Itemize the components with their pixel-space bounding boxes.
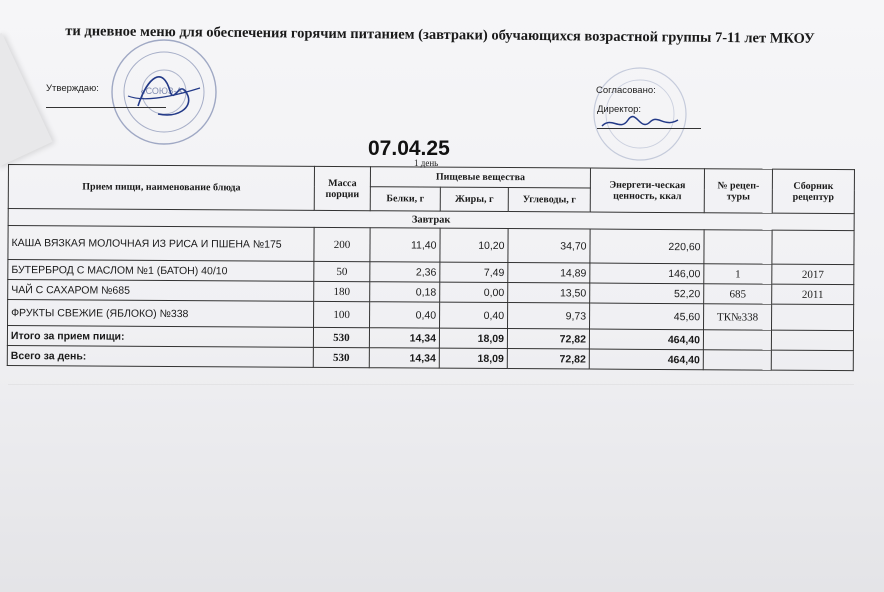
day-label: 1 день: [414, 158, 439, 168]
dish-mass: 50: [314, 261, 370, 281]
dish-proteins: 0,18: [370, 282, 440, 302]
dish-name: ФРУКТЫ СВЕЖИЕ (ЯБЛОКО) №338: [8, 300, 314, 328]
dish-energy: 45,60: [590, 303, 704, 330]
menu-table: [7, 164, 855, 371]
meal-total-fats: 18,09: [439, 328, 507, 348]
dish-recipe: ТК№338: [704, 304, 772, 330]
meal-total-energy: 464,40: [589, 329, 703, 350]
dish-name: КАША ВЯЗКАЯ МОЛОЧНАЯ ИЗ РИСА И ПШЕНА №175: [8, 226, 314, 262]
paper-fold: [0, 33, 53, 167]
header-nutrients: Пищевые вещества: [370, 167, 590, 188]
dish-collection: 2011: [772, 284, 854, 305]
header-collection: Сборник рецептур: [772, 169, 854, 214]
dish-fats: 10,20: [440, 228, 508, 262]
dish-proteins: 11,40: [370, 228, 440, 262]
bleed-through-shadow: [8, 384, 854, 399]
dish-fats: 7,49: [440, 262, 508, 282]
dish-carbs: 13,50: [508, 283, 590, 304]
table-header-row: [8, 165, 854, 190]
dish-collection: [772, 230, 854, 265]
dish-fats: 0,40: [440, 302, 508, 328]
header-energy: Энергети-ческая ценность, ккал: [590, 168, 704, 213]
dish-energy: 146,00: [590, 263, 704, 284]
dish-proteins: 2,36: [370, 262, 440, 282]
approve-label: Утверждаю:: [46, 83, 99, 94]
meal-total-mass: 530: [313, 327, 369, 347]
header-mass: Масса порции: [314, 166, 370, 210]
dish-carbs: 14,89: [508, 263, 590, 284]
meal-total-collection: [771, 330, 853, 351]
dish-fats: 0,00: [440, 282, 508, 302]
dish-energy: 220,60: [590, 229, 704, 264]
meal-total-label: Итого за прием пищи:: [7, 326, 313, 348]
dish-collection: 2017: [772, 264, 854, 285]
day-total-row: [7, 345, 853, 370]
document-title: ти дневное меню для обеспечения горячим питанием (завтраки) обучающихся возрастной группы 7-11 лет МКОУ: [65, 23, 815, 47]
day-total-fats: 18,09: [439, 348, 507, 368]
header-proteins: Белки, г: [370, 187, 440, 211]
approve-signature-line: [46, 107, 166, 108]
header-carbs: Углеводы, г: [508, 188, 590, 213]
director-label: Директор:: [597, 104, 642, 115]
dish-collection: [772, 304, 854, 331]
dish-carbs: 9,73: [508, 303, 590, 330]
table-row: [8, 226, 854, 265]
agreed-label: Согласовано:: [596, 85, 656, 96]
section-breakfast: Завтрак: [8, 209, 854, 231]
day-total-collection: [771, 350, 853, 371]
day-total-label: Всего за день:: [7, 345, 313, 367]
day-total-mass: 530: [313, 347, 369, 367]
day-total-energy: 464,40: [589, 349, 703, 370]
svg-text:«СОЮЗ-А»: «СОЮЗ-А»: [140, 86, 188, 96]
dish-energy: 52,20: [590, 283, 704, 304]
header-recipe-no: № рецеп-туры: [704, 169, 772, 213]
header-dish: Прием пищи, наименование блюда: [8, 165, 314, 211]
meal-total-recipe: [703, 330, 771, 350]
meal-total-carbs: 72,82: [507, 329, 589, 350]
director-signature-line: [597, 128, 701, 129]
day-total-recipe: [703, 350, 771, 370]
dish-mass: 100: [314, 301, 370, 327]
dish-recipe: [704, 230, 772, 264]
day-total-carbs: 72,82: [507, 349, 589, 370]
dish-proteins: 0,40: [370, 302, 440, 328]
dish-recipe: 1: [704, 264, 772, 284]
meal-total-proteins: 14,34: [369, 328, 439, 348]
dish-mass: 180: [314, 281, 370, 301]
dish-name: ЧАЙ С САХАРОМ №685: [8, 280, 314, 302]
dish-name: БУТЕРБРОД С МАСЛОМ №1 (БАТОН) 40/10: [8, 260, 314, 282]
approval-stamp: [108, 36, 220, 148]
dish-carbs: 34,70: [508, 229, 590, 264]
menu-table-wrapper: [7, 164, 854, 371]
day-total-proteins: 14,34: [369, 348, 439, 368]
dish-mass: 200: [314, 227, 370, 261]
menu-date: 07.04.25: [368, 137, 450, 160]
header-fats: Жиры, г: [440, 187, 508, 211]
dish-recipe: 685: [704, 284, 772, 304]
